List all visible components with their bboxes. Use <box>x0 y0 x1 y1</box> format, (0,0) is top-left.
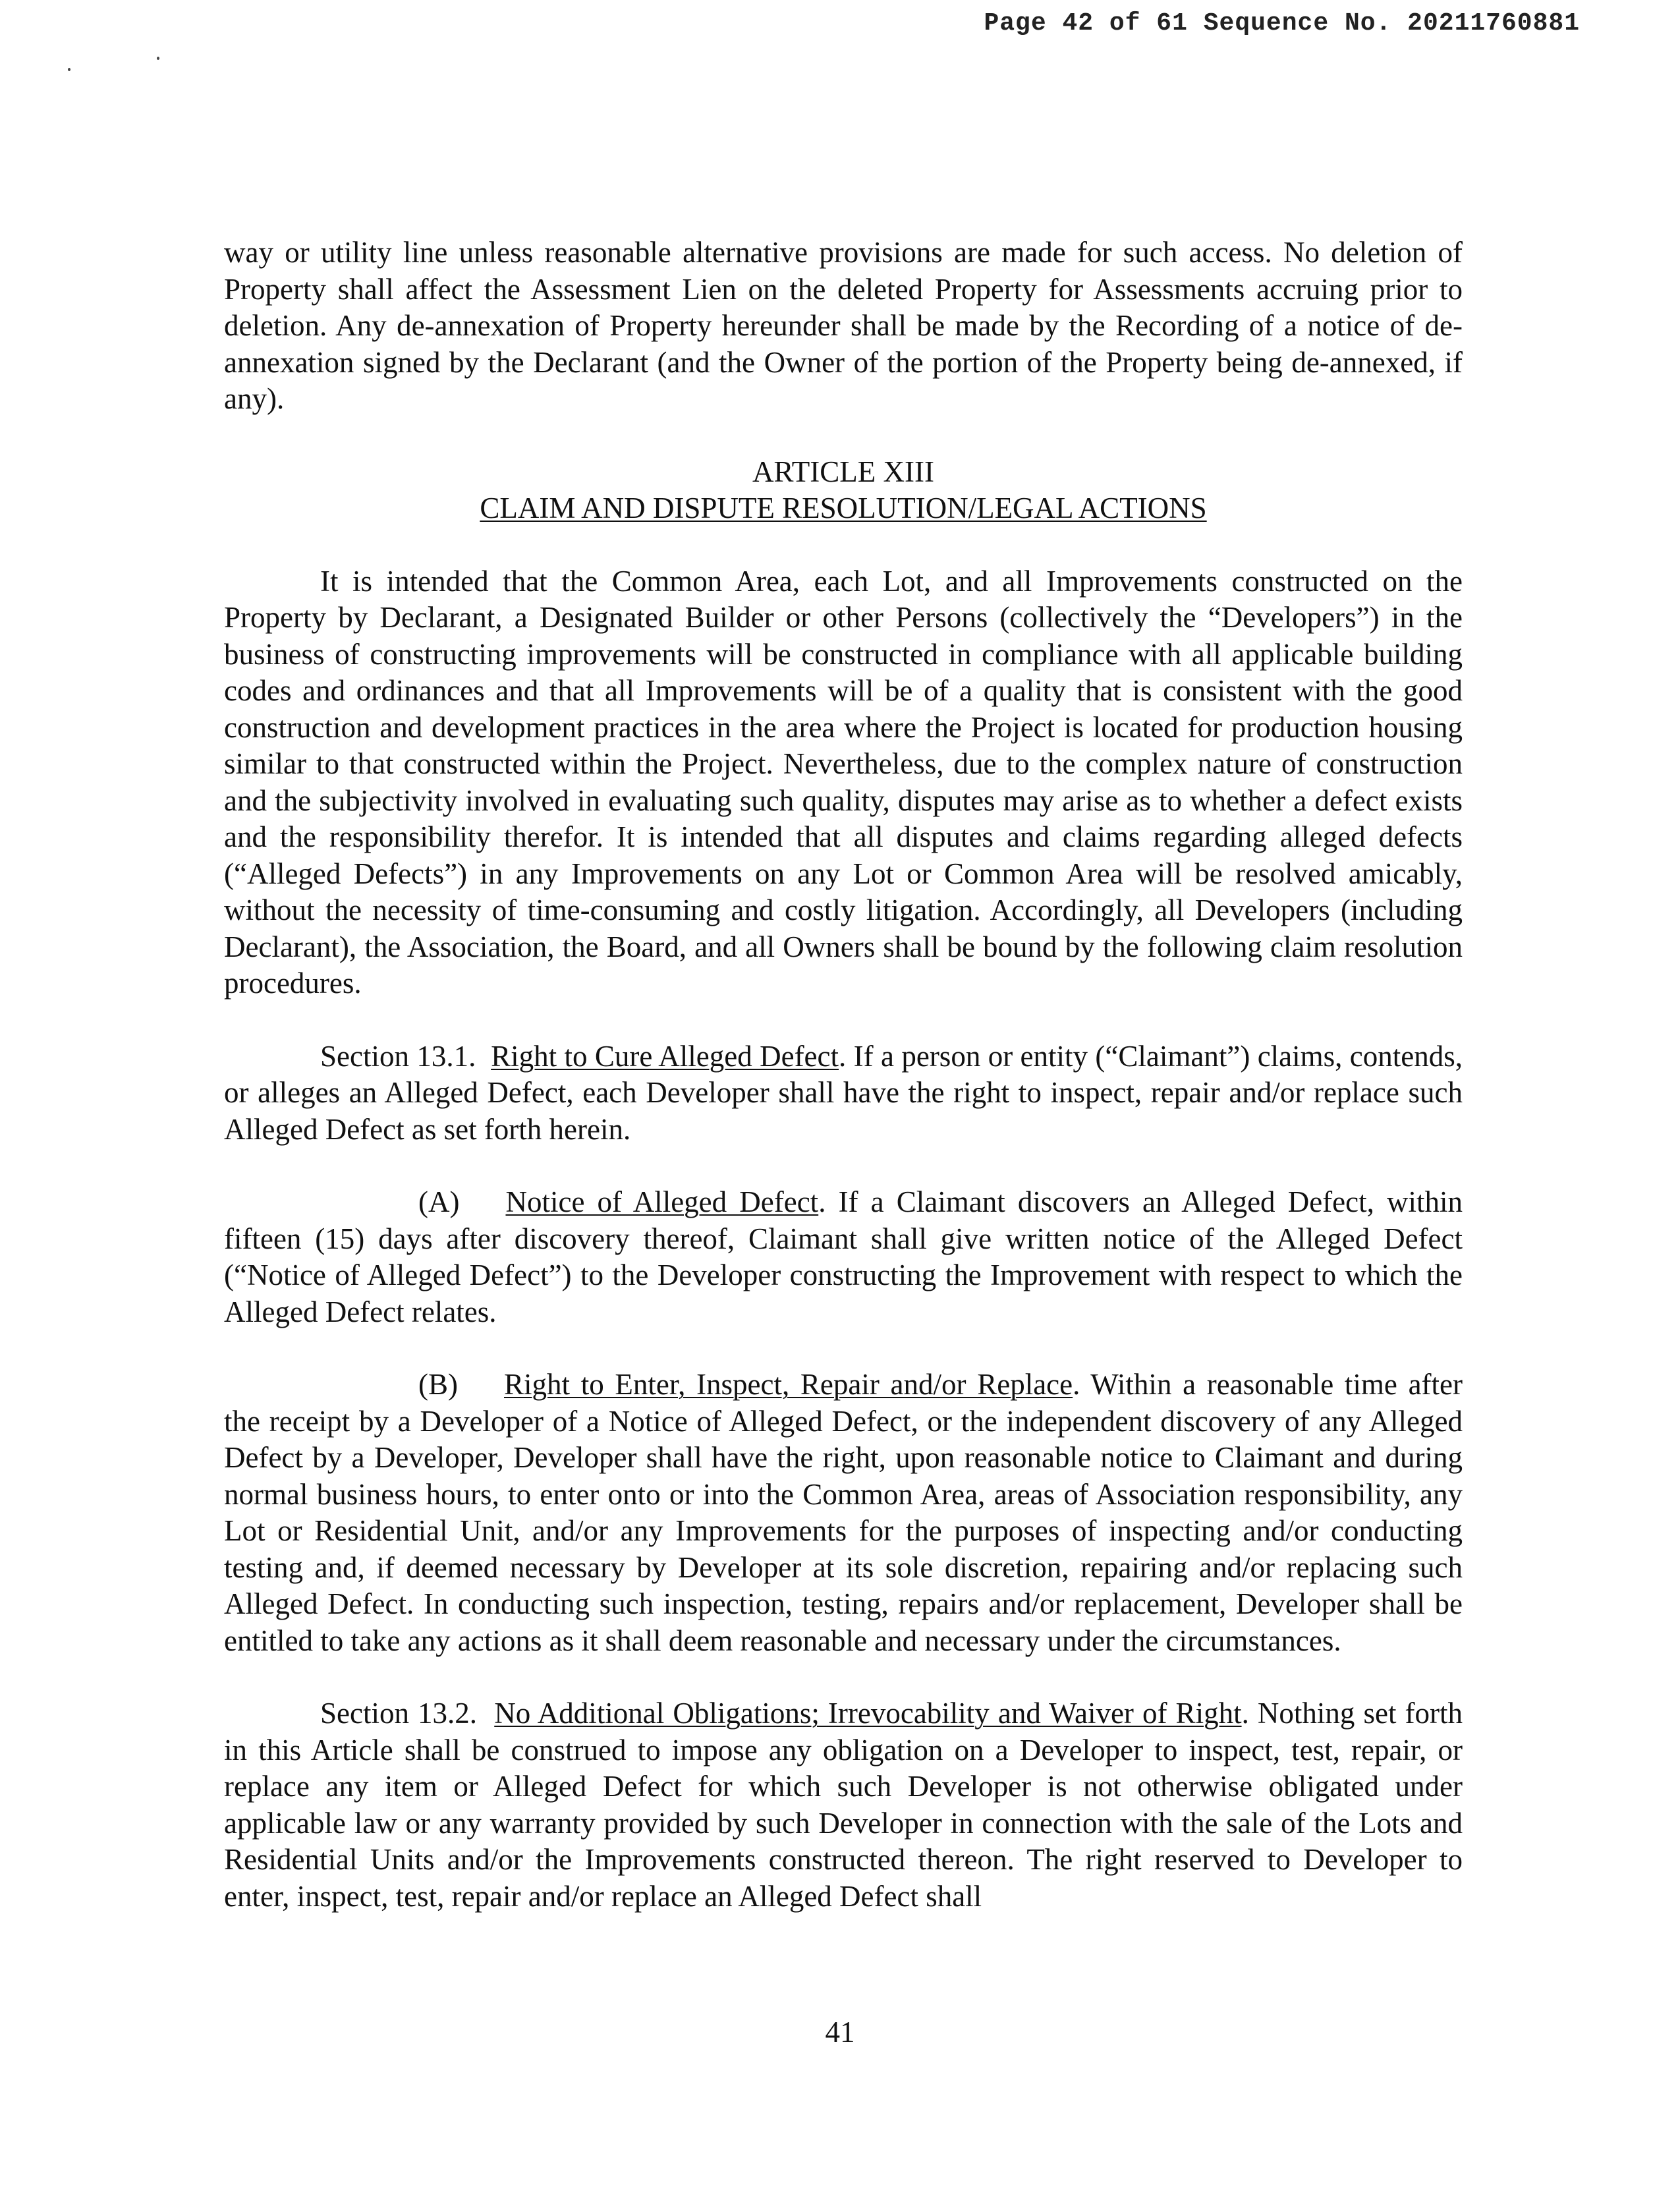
section-body: . If a person or entity (“Claimant”) claims, contends, or alleges an Alleged Defect, each Developer shall have the right to inspect, repair and/or replace such Alleged Defect as set forth herein. <box>224 1039 1463 1146</box>
section-heading: No Additional Obligations; Irrevocability and Waiver of Right <box>494 1697 1242 1730</box>
article-title-text: CLAIM AND DISPUTE RESOLUTION/LEGAL ACTIONS <box>480 492 1207 524</box>
subsection-label: (B) <box>418 1368 458 1401</box>
section-label: Section 13.2. <box>320 1697 478 1730</box>
document-body <box>224 235 1463 1915</box>
subsection-a <box>224 1184 1463 1330</box>
article-heading <box>224 454 1463 527</box>
subsection-heading: Right to Enter, Inspect, Repair and/or Replace <box>504 1368 1073 1401</box>
article-number: ARTICLE XIII <box>752 455 934 488</box>
section-body: . Nothing set forth in this Article shall be construed to impose any obligation on a Developer to inspect, test, repair, or replace any item or Alleged Defect for which such Developer is not otherwise obligated under applicable law or any warranty provided by such Developer in connection with the sale of the Lots and Residential Units and/or the Improvements constructed thereon. The right reserved to Developer to enter, inspect, test, repair and/or replace an Alleged Defect shall <box>224 1697 1463 1913</box>
subsection-body: . If a Claimant discovers an Alleged Defect, within fifteen (15) days after discovery thereof, Claimant shall give written notice of the Alleged Defect (“Notice of Alleged Defect”) to the Developer constructing the Improvement with respect to which the Alleged Defect relates. <box>224 1185 1463 1328</box>
subsection-body: . Within a reasonable time after the receipt by a Developer of a Notice of Alleged Defect, or the independent discovery of any Alleged Defect by a Developer, Developer shall have the right, upon reasonable notice to Claimant and during normal business hours, to enter onto or into the Common Area, areas of Association responsibility, any Lot or Residential Unit, and/or any Improvements for the purposes of inspecting and/or conducting testing and, if deemed necessary by Developer at its sole discretion, repairing and/or replacing such Alleged Defect. In conducting such inspection, testing, repairs and/or replacement, Developer shall be entitled to take any actions as it shall deem reasonable and necessary under the circumstances. <box>224 1368 1463 1657</box>
subsection-b <box>224 1367 1463 1659</box>
subsection-label: (A) <box>418 1185 460 1218</box>
page-number: 41 <box>825 2016 855 2049</box>
scan-speck <box>68 68 70 71</box>
scan-speck <box>157 57 159 60</box>
section-heading: Right to Cure Alleged Defect <box>491 1039 839 1073</box>
page-sequence-stamp: Page 42 of 61 Sequence No. 20211760881 <box>984 9 1580 38</box>
article-intro-paragraph: It is intended that the Common Area, each Lot, and all Improvements constructed on the Property by Declarant, a Designated Builder or other Persons (collectively the “Developers”) in the business of constructing improvements will be constructed in compliance with all applicable building codes and ordinances and that all Improvements will be of a quality that is consistent with the good construction and development practices in the area where the Project is located for production housing similar to that constructed within the Project. Nevertheless, due to the complex nature of construction and the subjectivity involved in evaluating such quality, disputes may arise as to whether a defect exists and the responsibility therefor. It is intended that all disputes and claims regarding alleged defects (“Alleged Defects”) in any Improvements on any Lot or Common Area will be resolved amicably, without the necessity of time-consuming and costly litigation. Accordingly, all Developers (including Declarant), the Association, the Board, and all Owners shall be bound by the following claim resolution procedures. <box>224 564 1463 1000</box>
section-13-1 <box>224 1038 1463 1148</box>
article-title <box>224 490 1463 527</box>
paragraph-continuation: way or utility line unless reasonable alternative provisions are made for such access. No deletion of Property shall affect the Assessment Lien on the deleted Property for Assessments accruing prior to deletion. Any de-annexation of Property hereunder shall be made by the Recording of a notice of de-annexation signed by the Declarant (and the Owner of the portion of the Property being de-annexed, if any). <box>224 236 1463 415</box>
subsection-heading: Notice of Alleged Defect <box>505 1185 819 1218</box>
section-13-2 <box>224 1695 1463 1915</box>
section-label: Section 13.1. <box>320 1039 476 1073</box>
